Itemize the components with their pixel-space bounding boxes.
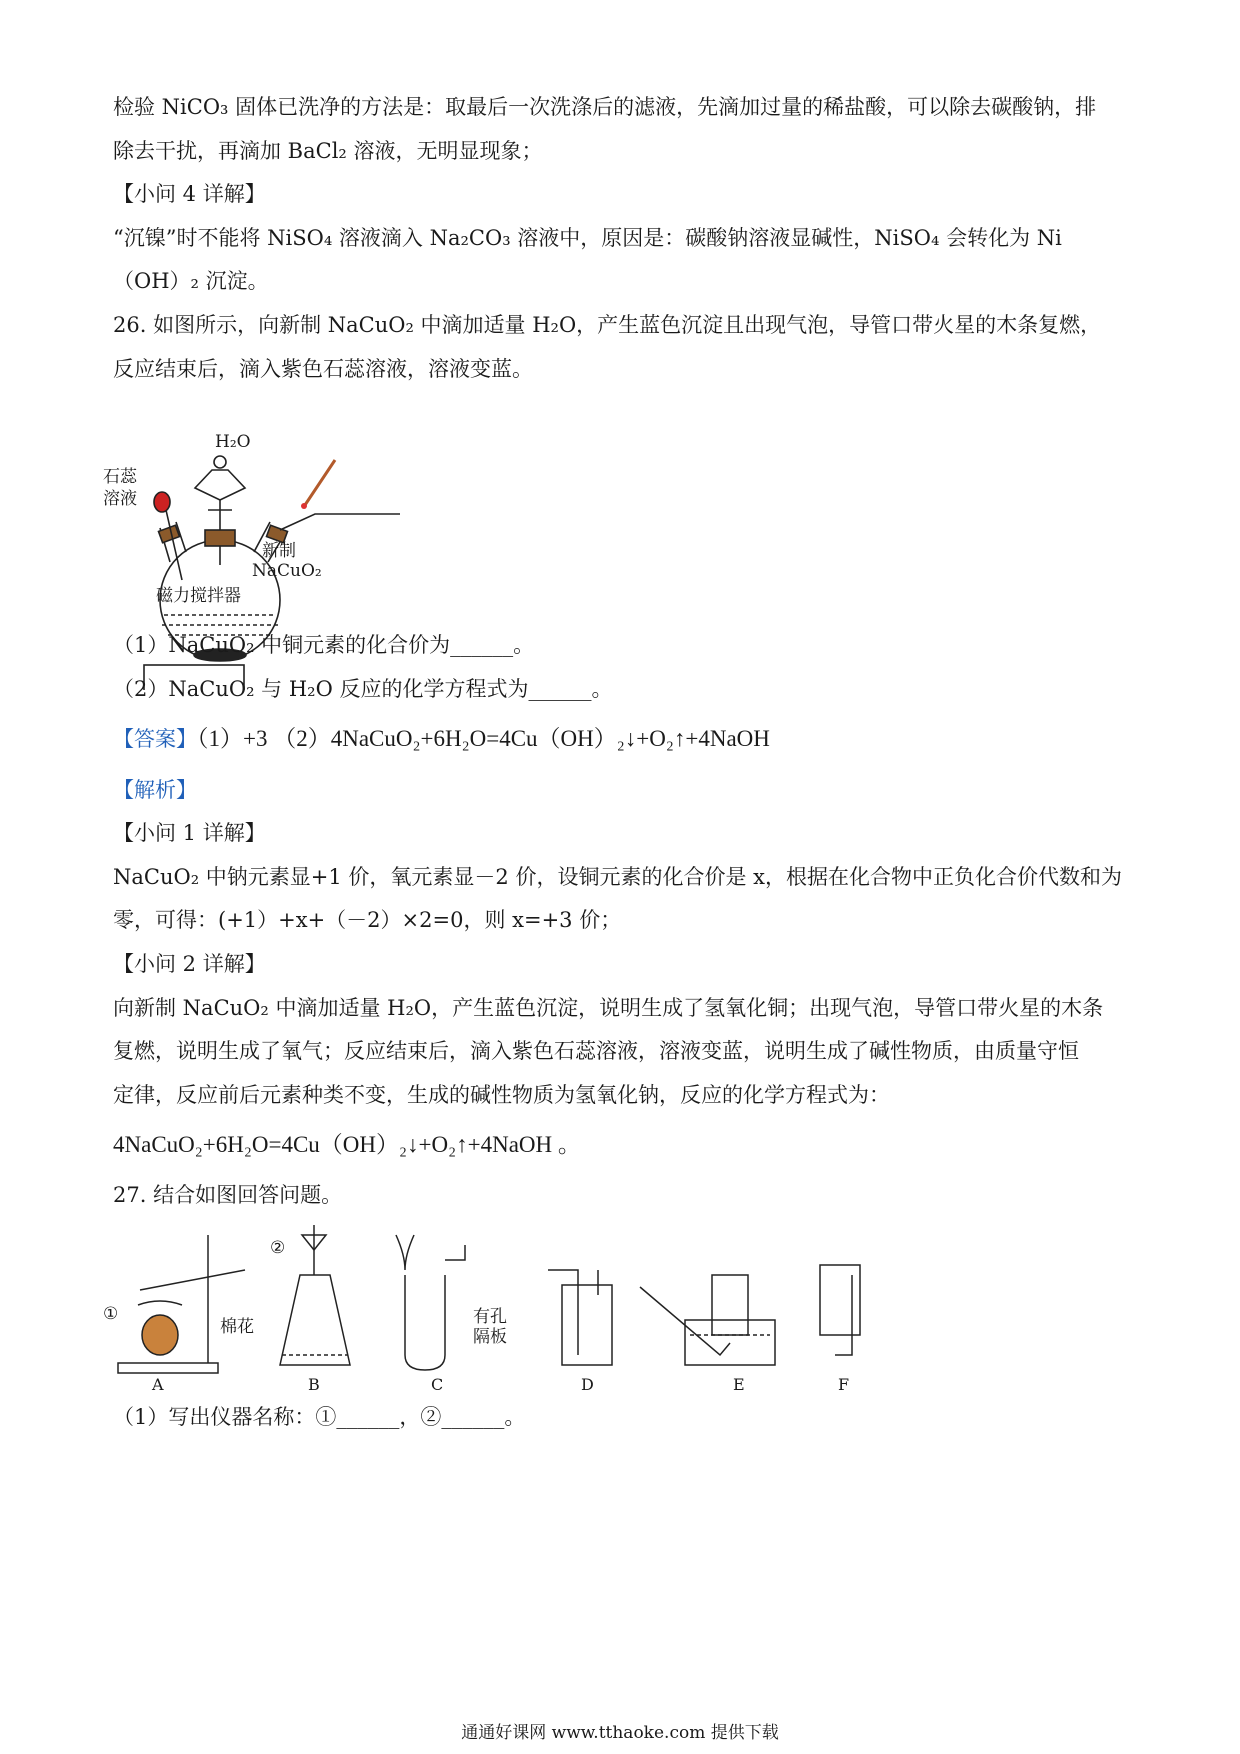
label-litmus: 石蕊 (103, 467, 137, 487)
section-header: 【小问 4 详解】 (113, 182, 266, 206)
u-tube (405, 1275, 445, 1370)
test-tube (140, 1270, 245, 1290)
label-B: B (308, 1375, 320, 1394)
text-line: 反应结束后，滴入紫色石蕊溶液，溶液变蓝。 (113, 357, 533, 381)
text-line: （OH）₂ 沉淀。 (113, 269, 269, 293)
question-26-1: （1）NaCuO₂ 中铜元素的化合价为______。 (113, 633, 535, 657)
label-litmus: 溶液 (103, 489, 137, 509)
alcohol-lamp (142, 1315, 178, 1355)
label-E: E (733, 1375, 745, 1394)
answer-body: （1）+3 （2）4NaCuO₂+6H₂O=4Cu（OH）₂↓+O₂↑+4NaOH (197, 726, 770, 751)
text-line: 向新制 NaCuO₂ 中滴加适量 H₂O，产生蓝色沉淀，说明生成了氢氧化铜；出现气泡，导管口带火星的木条 (113, 996, 1104, 1020)
label-A: A (152, 1375, 164, 1394)
dropper-bulb (154, 492, 170, 512)
label-1: ① (103, 1304, 119, 1324)
text-line: 检验 NiCO₃ 固体已洗净的方法是：取最后一次洗涤后的滤液，先滴加过量的稀盐酸，可以除去碳酸钠，排 (113, 95, 1097, 119)
label-plate: 有孔 (473, 1307, 507, 1327)
label-nacuo2: NaCuO₂ (252, 561, 322, 581)
answer-line (113, 724, 770, 754)
label-h2o: H₂O (215, 432, 251, 452)
figure-apparatus-27 (100, 1215, 1000, 1380)
label-F: F (838, 1375, 850, 1394)
stand-base (118, 1363, 218, 1373)
equation: 4NaCuO₂+6H₂O=4Cu（OH）₂↓+O₂↑+4NaOH 。 (113, 1132, 581, 1157)
question-26-2: （2）NaCuO₂ 与 H₂O 反应的化学方程式为______。 (113, 677, 613, 701)
text-line: NaCuO₂ 中钠元素显+1 价，氧元素显－2 价，设铜元素的化合价是 x，根据在化合物中正负化合价代数和为 (113, 865, 1122, 889)
water-trough (685, 1320, 775, 1365)
delivery-tube (280, 514, 400, 530)
label-2: ② (270, 1238, 286, 1258)
stopper-center (205, 530, 235, 546)
question-27-1: （1）写出仪器名称：①______，②______。 (113, 1405, 526, 1429)
separatory-funnel (195, 470, 245, 500)
label-cotton: 棉花 (220, 1317, 254, 1337)
glowing-splint (305, 460, 335, 505)
collection-bottle (712, 1275, 748, 1335)
conical-flask (280, 1275, 350, 1365)
label-stirrer: 磁力搅拌器 (156, 586, 241, 606)
label-plate: 隔板 (473, 1327, 507, 1347)
analysis-tag: 【解析】 (113, 778, 197, 802)
label-D: D (581, 1375, 594, 1394)
text-line: “沉镍”时不能将 NiSO₄ 溶液滴入 Na₂CO₃ 溶液中，原因是：碳酸钠溶液显碱性，NiSO₄ 会转化为 Ni (113, 226, 1062, 250)
text-line: 复燃，说明生成了氧气；反应结束后，滴入紫色石蕊溶液，溶液变蓝，说明生成了碱性物质，由质量守恒 (113, 1039, 1079, 1063)
gas-bottle (562, 1285, 612, 1365)
question-27: 27. 结合如图回答问题。 (113, 1183, 343, 1207)
footer: 通通好课网 www.tthaoke.com 提供下载 (461, 1723, 779, 1743)
funnel-stopper (214, 456, 226, 468)
text-line: 零，可得：(+1）+x+（－2）×2=0，则 x=+3 价； (113, 908, 622, 932)
section-header: 【小问 1 详解】 (113, 821, 266, 845)
label-C: C (431, 1375, 444, 1394)
inverted-bottle (820, 1265, 860, 1335)
text-line: 定律，反应前后元素种类不变，生成的碱性物质为氢氧化钠，反应的化学方程式为： (113, 1083, 890, 1107)
question-26: 26. 如图所示，向新制 NaCuO₂ 中滴加适量 H₂O，产生蓝色沉淀且出现气泡，导管口带火星的木条复燃， (113, 313, 1102, 337)
label-fresh: 新制 (262, 541, 296, 561)
text-line: 除去干扰，再滴加 BaCl₂ 溶液，无明显现象； (113, 139, 543, 163)
answer-tag: 【答案】 (113, 727, 197, 751)
section-header: 【小问 2 详解】 (113, 952, 266, 976)
